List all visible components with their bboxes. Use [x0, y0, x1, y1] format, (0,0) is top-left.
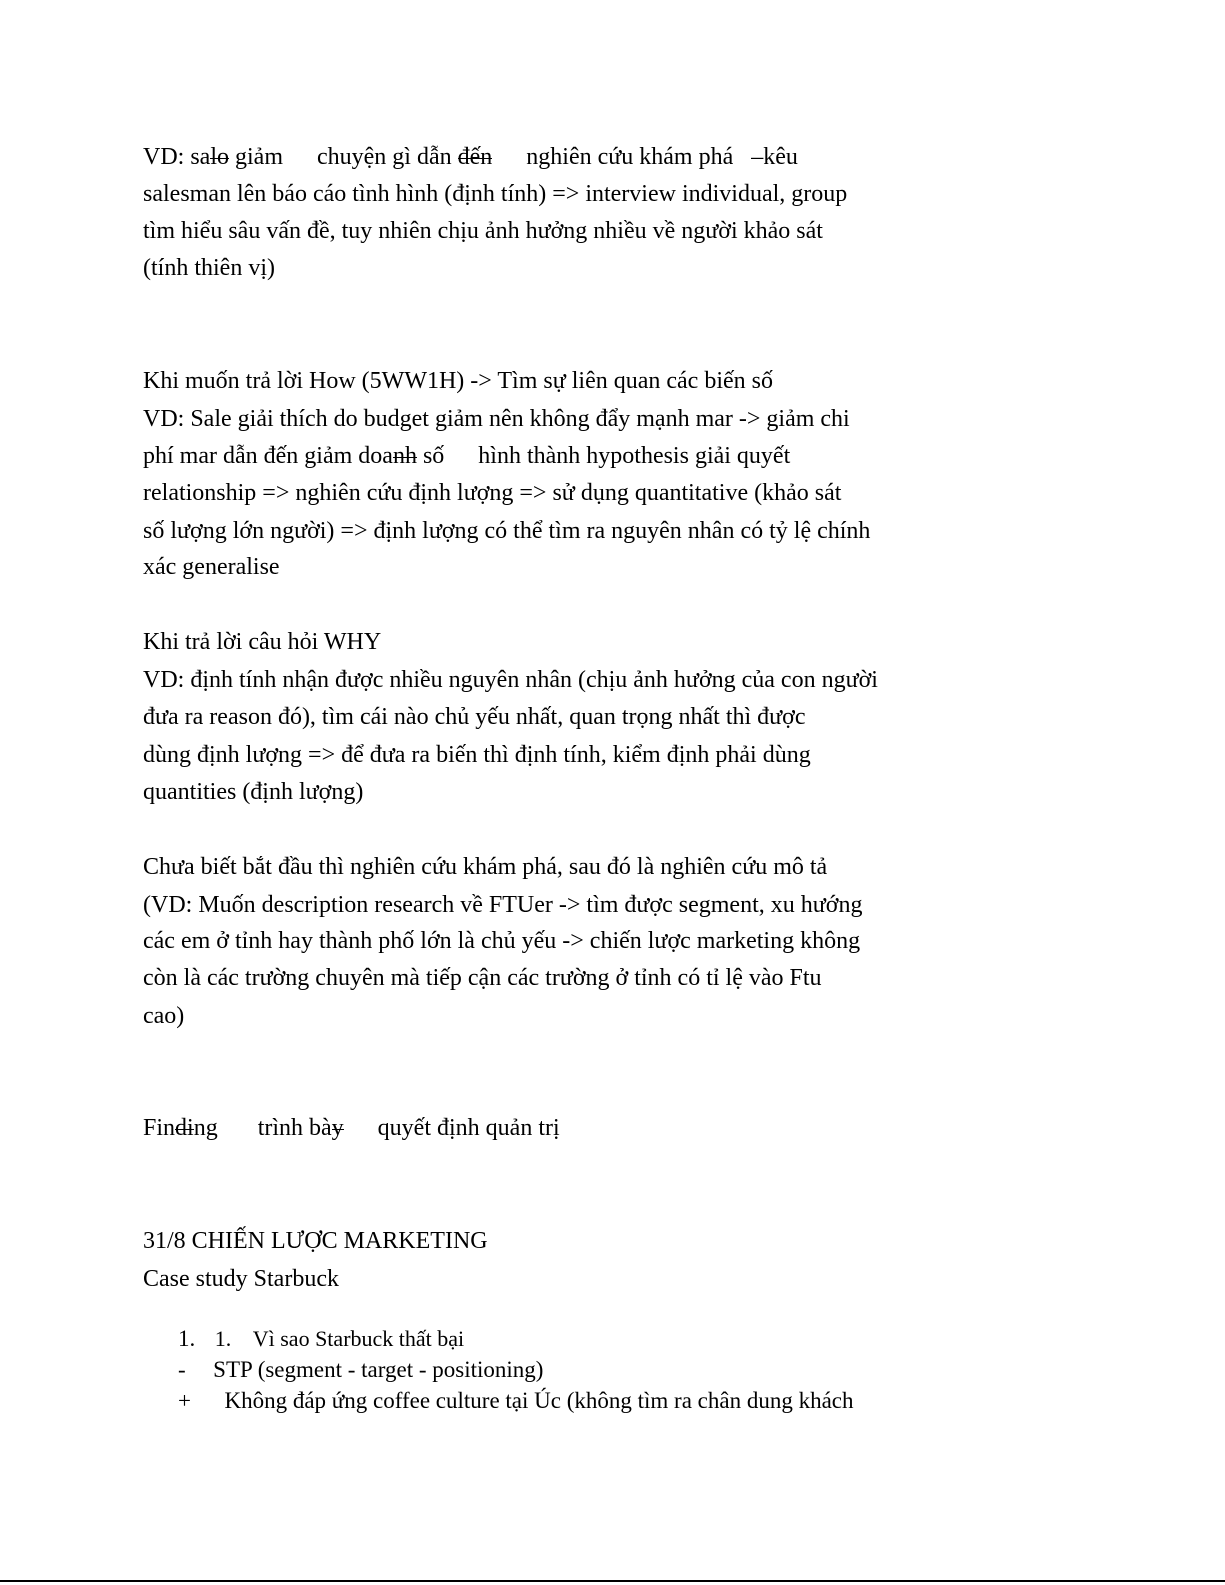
para3-line1: Khi trả lời câu hỏi WHY	[143, 629, 382, 655]
strikethrough-text: nh	[392, 443, 417, 469]
text-run: số	[416, 443, 445, 469]
plus-list-item	[178, 1386, 854, 1416]
para3-line4: dùng định lượng => để đưa ra biến thì định tính, kiểm định phải dùng	[143, 742, 811, 768]
para5-line1	[143, 1113, 560, 1143]
numbered-list-item	[178, 1324, 464, 1354]
strikethrough-text: di	[175, 1115, 194, 1141]
para4-line1: Chưa biết bắt đầu thì nghiên cứu khám phá, sau đó là nghiên cứu mô tả	[143, 854, 828, 880]
list-item-text: Không đáp ứng coffee culture tại Úc (không tìm ra chân dung khách	[224, 1388, 854, 1413]
para1-line2: salesman lên báo cáo tình hình (định tính) => interview individual, group	[143, 181, 848, 207]
text-run: nghiên cứu khám phá	[526, 144, 734, 170]
text-run: giảm	[229, 144, 283, 170]
text-run: trình bà	[257, 1115, 332, 1141]
text-run: ng	[193, 1115, 218, 1141]
text-run: hình thành hypothesis giải quyết	[478, 443, 791, 469]
para2-line4: relationship => nghiên cứu định lượng => sử dụng quantitative (khảo sát	[143, 480, 842, 506]
para4-line5: cao)	[143, 1003, 185, 1029]
list-item-text: STP (segment - target - positioning)	[213, 1357, 544, 1382]
strikethrough-text: y	[331, 1115, 344, 1141]
section-subheading: Case study Starbuck	[143, 1266, 339, 1292]
text-run: quyết định quản trị	[377, 1115, 560, 1141]
list-marker: +	[178, 1388, 191, 1413]
dash-list-item	[178, 1355, 543, 1385]
text-run: phí mar dẫn đến giảm doa	[143, 443, 393, 469]
strikethrough-text: lo	[210, 144, 229, 170]
list-item-text: Vì sao Starbuck thất bại	[252, 1326, 465, 1351]
para1-line4: (tính thiên vị)	[143, 255, 275, 281]
strikethrough-text: –	[751, 144, 764, 170]
para1-line1	[143, 142, 798, 172]
para2-line5: số lượng lớn người) => định lượng có thể tìm ra nguyên nhân có tỷ lệ chính	[143, 518, 871, 544]
para2-line1: Khi muốn trả lời How (5WW1H) -> Tìm sự liên quan các biến số	[143, 368, 773, 394]
para3-line2: VD: định tính nhận được nhiều nguyên nhân (chịu ảnh hưởng của con người	[143, 667, 878, 693]
list-inner-marker: 1.	[214, 1326, 232, 1351]
para3-line3: đưa ra reason đó), tìm cái nào chủ yếu nhất, quan trọng nhất thì được	[143, 704, 806, 730]
para2-line2: VD: Sale giải thích do budget giảm nên không đẩy mạnh mar -> giảm chi	[143, 406, 850, 432]
text-run: kêu	[763, 144, 798, 170]
strikethrough-text: đến	[457, 144, 493, 170]
para3-line5: quantities (định lượng)	[143, 779, 364, 805]
text-run: Fin	[143, 1115, 176, 1141]
para4-line2: (VD: Muốn description research về FTUer -> tìm được segment, xu hướng	[143, 892, 863, 918]
para1-line3: tìm hiểu sâu vấn đề, tuy nhiên chịu ảnh hưởng nhiều về người khảo sát	[143, 218, 823, 244]
list-marker: 1.	[178, 1326, 196, 1351]
text-run: VD: sa	[143, 144, 211, 170]
section-heading: 31/8 CHIẾN LƯỢC MARKETING	[143, 1228, 488, 1254]
list-marker: -	[178, 1357, 186, 1382]
text-run: chuyện gì dẫn	[317, 144, 458, 170]
para4-line3: các em ở tỉnh hay thành phố lớn là chủ yếu -> chiến lược marketing không	[143, 928, 861, 954]
para4-line4: còn là các trường chuyên mà tiếp cận các trường ở tỉnh có tỉ lệ vào Ftu	[143, 965, 822, 991]
page-bottom-border	[0, 1580, 1225, 1582]
para2-line3	[143, 441, 790, 471]
para2-line6: xác generalise	[143, 554, 280, 580]
